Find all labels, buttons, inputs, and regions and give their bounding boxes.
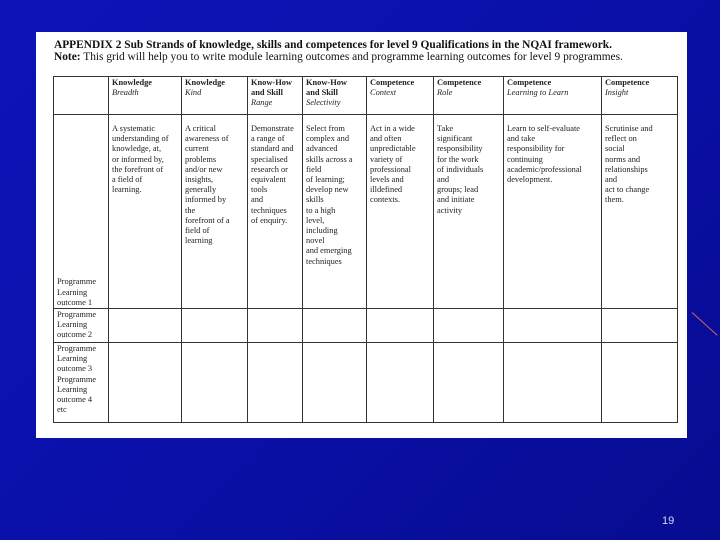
descriptor-cell: Take significant responsibility for the work of individuals and groups; lead and initiate activity: [434, 115, 504, 309]
empty-cell[interactable]: [248, 309, 303, 343]
empty-cell[interactable]: [109, 309, 182, 343]
empty-cell[interactable]: [602, 309, 678, 343]
document-title: APPENDIX 2 Sub Strands of knowledge, skills and competences for level 9 Qualifications in the NQAI framework.: [54, 39, 612, 51]
empty-cell[interactable]: [504, 309, 602, 343]
column-header: Knowledge Breadth: [109, 77, 182, 115]
column-header: Competence Insight: [602, 77, 678, 115]
row-label: Programme Learning outcome 3 Programme Learning outcome 4 etc: [57, 344, 97, 415]
empty-cell[interactable]: [182, 343, 248, 423]
outcome-row-3: [54, 343, 678, 423]
descriptor-cell: Learn to self-evaluate and take responsibility for continuing academic/professional development.: [504, 115, 602, 309]
row-label: Programme Learning outcome 1: [57, 277, 97, 307]
column-header: Know-How and Skill Selectivity: [303, 77, 367, 115]
row-label: Programme Learning outcome 2: [57, 310, 97, 340]
column-header: Knowledge Kind: [182, 77, 248, 115]
empty-cell[interactable]: [303, 343, 367, 423]
empty-cell[interactable]: [504, 343, 602, 423]
column-header: Competence Context: [367, 77, 434, 115]
descriptor-cell: A systematic understanding of knowledge, at, or informed by, the forefront of a field of learning.: [109, 115, 182, 309]
descriptor-cell: Scrutinise and reflect on social norms and relationships and act to change them.: [602, 115, 678, 309]
outcome-row-1: [54, 115, 678, 309]
empty-cell[interactable]: [182, 309, 248, 343]
column-header: Know-How and Skill Range: [248, 77, 303, 115]
document-note: [54, 51, 623, 63]
descriptor-cell: Act in a wide and often unpredictable variety of professional levels and illdefined contexts.: [367, 115, 434, 309]
empty-cell[interactable]: [303, 309, 367, 343]
document-image: [36, 32, 687, 438]
empty-cell[interactable]: [434, 309, 504, 343]
empty-cell[interactable]: [602, 343, 678, 423]
empty-cell[interactable]: [367, 309, 434, 343]
slide-page-number: 19: [662, 515, 675, 527]
header-row: [54, 77, 678, 115]
empty-cell[interactable]: [248, 343, 303, 423]
learning-outcomes-grid: [53, 76, 678, 423]
row-label-cell: [54, 115, 109, 309]
note-label: Note:: [54, 51, 81, 63]
empty-cell[interactable]: [434, 343, 504, 423]
note-text: This grid will help you to write module learning outcomes and programme learning outcomes for level 9 programmes.: [83, 51, 623, 63]
outcome-row-2: [54, 309, 678, 343]
column-header: Competence Learning to Learn: [504, 77, 602, 115]
row-label-cell: [54, 309, 109, 343]
column-header: Competence Role: [434, 77, 504, 115]
empty-cell[interactable]: [367, 343, 434, 423]
corner-cell: [54, 77, 109, 115]
empty-cell[interactable]: [109, 343, 182, 423]
row-label-cell: [54, 343, 109, 423]
decorative-line: [692, 312, 718, 335]
descriptor-cell: Demonstrate a range of standard and specialised research or equivalent tools and techniques of enquiry.: [248, 115, 303, 309]
descriptor-cell: Select from complex and advanced skills across a field of learning; develop new skills to a high level, including novel and emerging techniques: [303, 115, 367, 309]
descriptor-cell: A critical awareness of current problems and/or new insights, generally informed by the forefront of a field of learning: [182, 115, 248, 309]
